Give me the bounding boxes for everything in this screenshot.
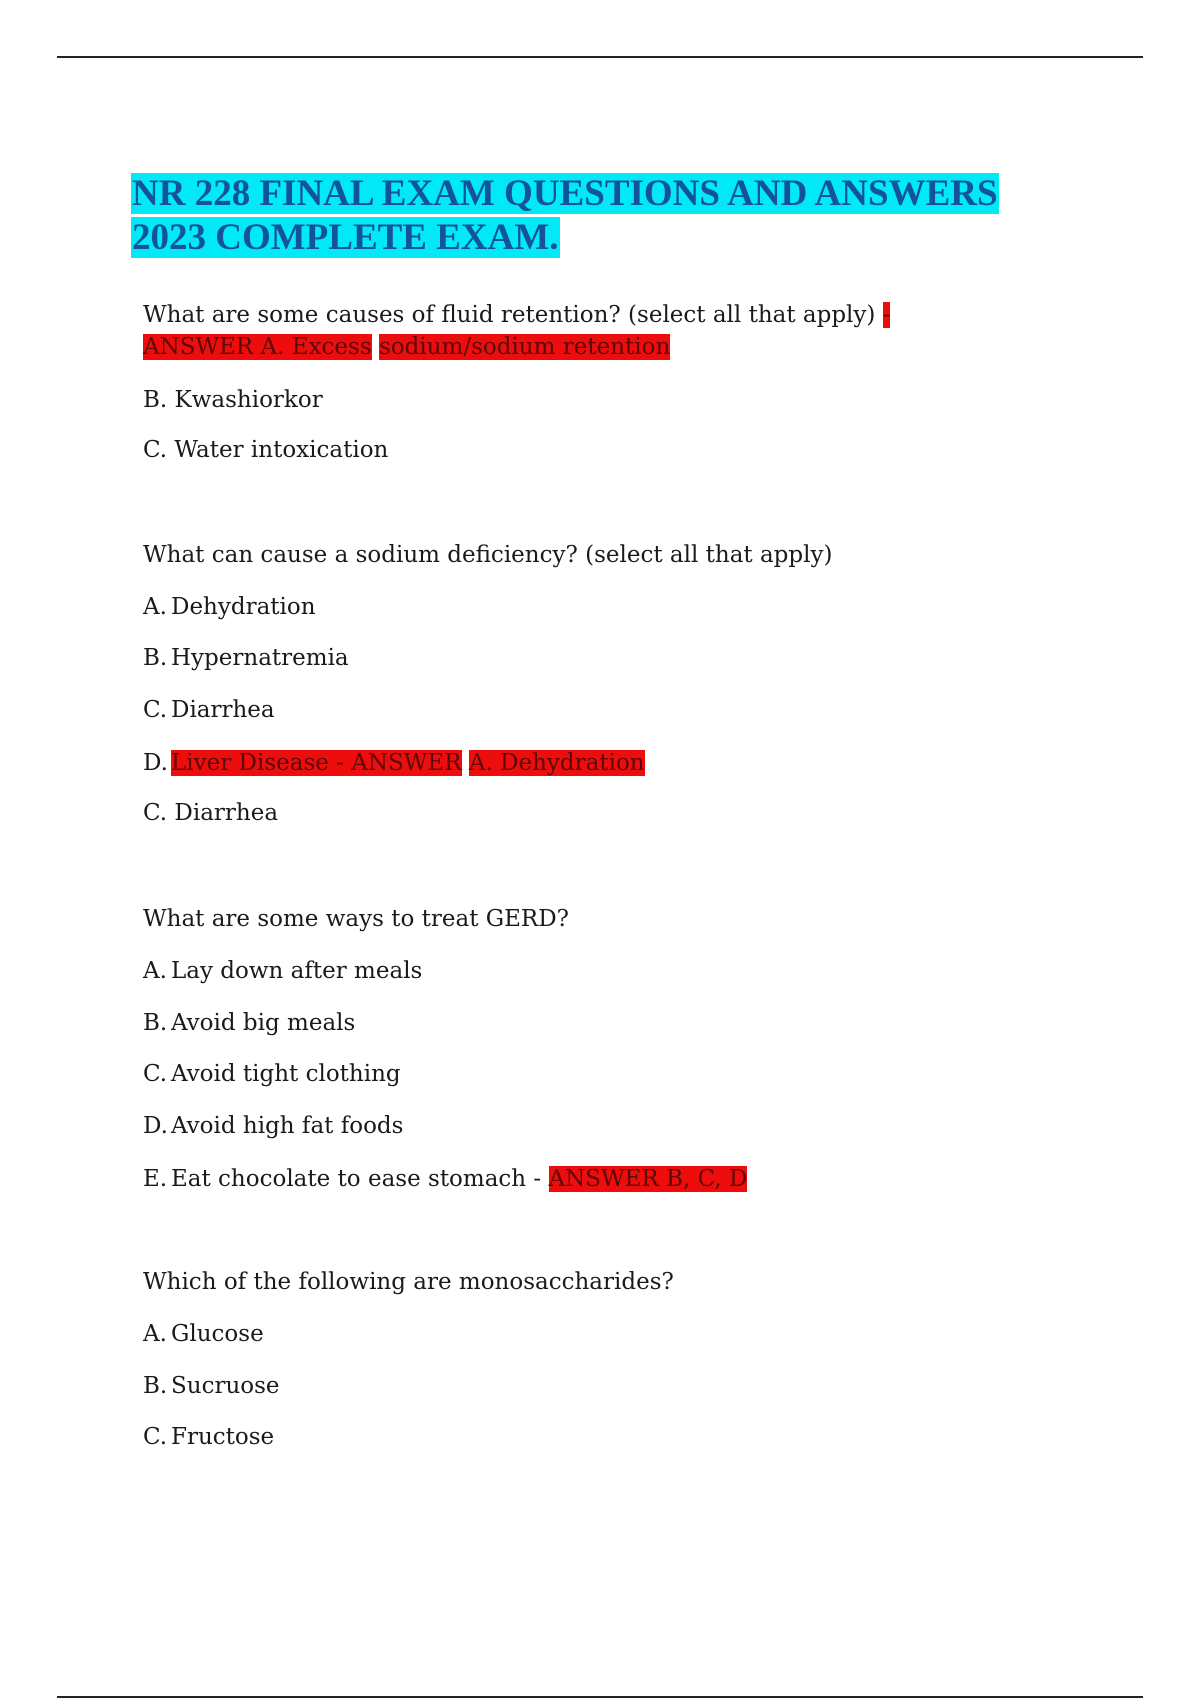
question-2-option-a <box>143 591 316 623</box>
question-3-option-b <box>143 1007 355 1039</box>
footer-rule <box>57 1696 1143 1698</box>
option-text: Fructose <box>171 1424 275 1450</box>
header-rule <box>57 56 1143 58</box>
question-1-text: What are some causes of fluid retention? (select all that apply) <box>143 302 876 328</box>
question-3-option-d <box>143 1110 403 1142</box>
option-letter: B. <box>143 1373 168 1399</box>
question-1 <box>143 299 890 331</box>
question-2-option-b <box>143 642 349 674</box>
option-text: Avoid high fat foods <box>171 1113 404 1139</box>
question-4-option-a <box>143 1318 264 1350</box>
option-letter: C. <box>143 697 168 723</box>
option-letter: C. <box>143 1424 168 1450</box>
option-text: Sucruose <box>171 1373 280 1399</box>
option-text: Diarrhea <box>171 697 275 723</box>
title-line-1: NR 228 FINAL EXAM QUESTIONS AND ANSWERS <box>132 173 998 214</box>
question-3-answer: ANSWER B, C, D <box>548 1166 748 1192</box>
question-2-option-c <box>143 694 275 726</box>
option-text: Avoid tight clothing <box>171 1061 401 1087</box>
question-1-option-b: B. Kwashiorkor <box>143 387 323 413</box>
question-1-answer-part-1: ANSWER A. Excess <box>143 334 372 360</box>
document-title <box>131 172 1031 260</box>
question-3-option-a <box>143 955 422 987</box>
question-3-option-e <box>143 1163 747 1195</box>
option-letter: D. <box>143 750 168 776</box>
option-letter: D. <box>143 1113 168 1139</box>
option-letter: C. <box>143 1061 168 1087</box>
question-1-answer-part-2: sodium/sodium retention <box>378 334 671 360</box>
question-4-text: Which of the following are monosaccharides? <box>143 1269 674 1295</box>
title-line-2: 2023 COMPLETE EXAM. <box>132 217 559 258</box>
question-4-option-c <box>143 1421 274 1453</box>
option-text: Hypernatremia <box>171 645 349 671</box>
question-3-option-c <box>143 1058 401 1090</box>
option-letter: B. <box>143 645 168 671</box>
option-letter: A. <box>143 594 167 620</box>
question-2-option-d <box>143 747 645 779</box>
option-text: Dehydration <box>171 594 316 620</box>
question-2-answer-part-1: Liver Disease - ANSWER <box>171 750 462 776</box>
option-letter: A. <box>143 958 167 984</box>
option-letter: E. <box>143 1166 168 1192</box>
option-text: Eat chocolate to ease stomach - <box>171 1166 542 1192</box>
option-text: Glucose <box>171 1321 264 1347</box>
option-text: Avoid big meals <box>171 1010 356 1036</box>
option-text: Lay down after meals <box>171 958 423 984</box>
question-1-dash: - <box>882 302 891 328</box>
option-letter: B. <box>143 1010 168 1036</box>
question-3-text: What are some ways to treat GERD? <box>143 906 570 932</box>
question-1-answer <box>143 331 670 363</box>
question-2-text: What can cause a sodium deficiency? (select all that apply) <box>143 542 833 568</box>
option-letter: A. <box>143 1321 167 1347</box>
question-2-answer-part-2: A. Dehydration <box>468 750 645 776</box>
question-1-option-c: C. Water intoxication <box>143 437 389 463</box>
question-4-option-b <box>143 1370 280 1402</box>
question-2-extra-line: C. Diarrhea <box>143 800 279 826</box>
